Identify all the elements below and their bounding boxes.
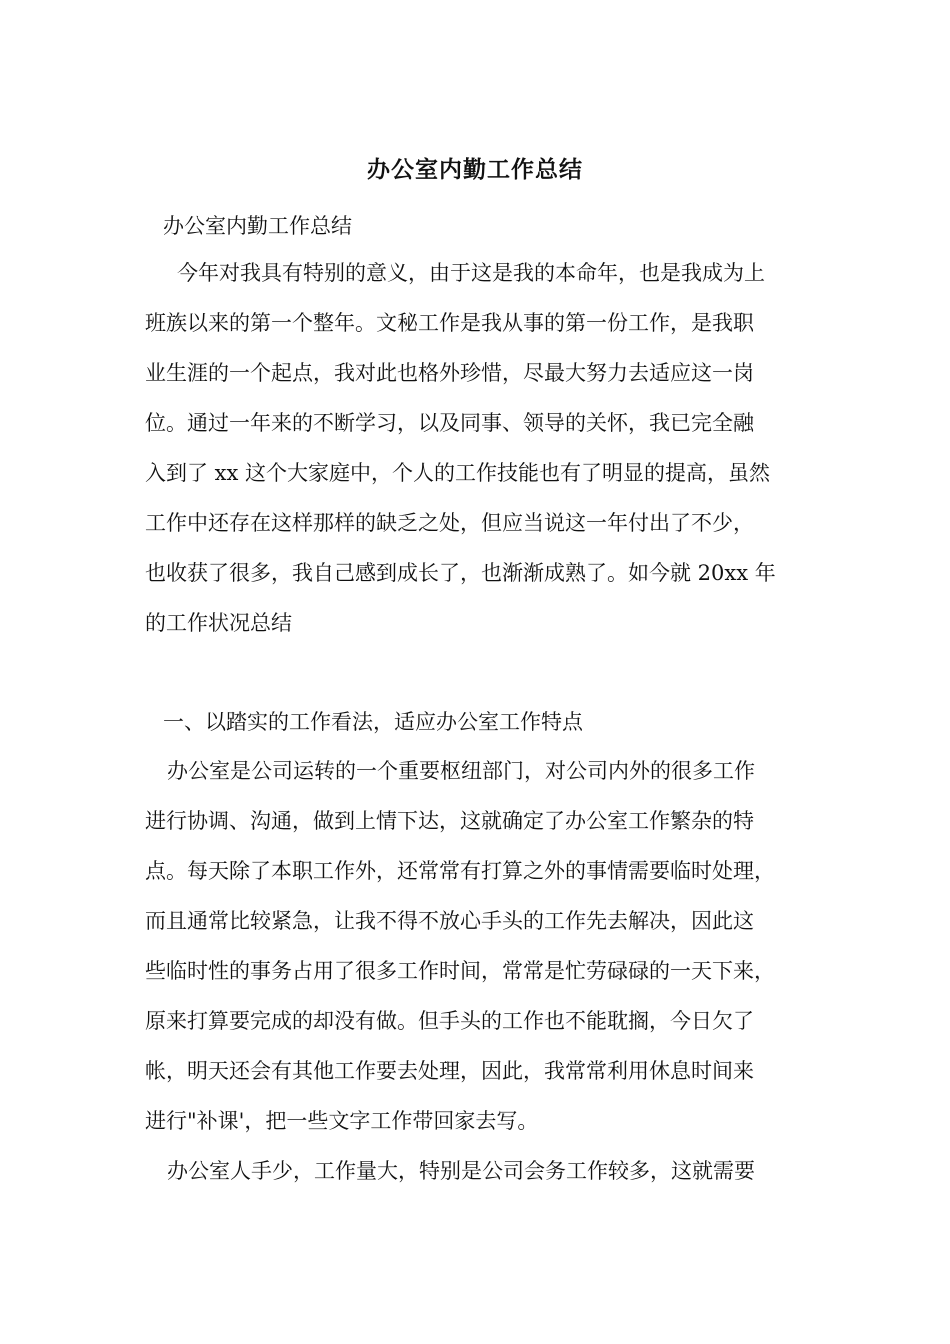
- section-heading: 一、以踏实的工作看法，适应办公室工作特点: [163, 710, 583, 734]
- paragraph-line: 办公室人手少，工作量大，特别是公司会务工作较多，这就需要: [167, 1159, 755, 1183]
- paragraph-line: 也收获了很多，我自己感到成长了，也渐渐成熟了。如今就 20xx 年: [145, 561, 776, 585]
- paragraph-line: 今年对我具有特别的意义，由于这是我的本命年，也是我成为上: [177, 261, 765, 285]
- paragraph-line: 位。通过一年来的不断学习，以及同事、领导的关怀，我已完全融: [145, 411, 754, 435]
- paragraph-line: 办公室是公司运转的一个重要枢纽部门，对公司内外的很多工作: [167, 759, 755, 783]
- document-title: 办公室内勤工作总结: [367, 156, 583, 183]
- paragraph-intro: [145, 248, 817, 648]
- paragraph-line: 入到了 xx 这个大家庭中，个人的工作技能也有了明显的提高，虽然: [145, 461, 771, 485]
- paragraph-line: 而且通常比较紧急，让我不得不放心手头的工作先去解决，因此这: [145, 909, 754, 933]
- paragraph-line: 进行协调、沟通，做到上情下达，这就确定了办公室工作繁杂的特: [145, 809, 754, 833]
- paragraph-line: 帐，明天还会有其他工作要去处理，因此，我常常利用休息时间来: [145, 1059, 754, 1083]
- paragraph-line: 原来打算要完成的却没有做。但手头的工作也不能耽搁，今日欠了: [145, 1009, 754, 1033]
- document-subtitle: 办公室内勤工作总结: [163, 214, 352, 238]
- paragraph-line: 的工作状况总结: [145, 611, 292, 635]
- paragraph-line: 业生涯的一个起点，我对此也格外珍惜，尽最大努力去适应这一岗: [145, 361, 754, 385]
- paragraph-line: 工作中还存在这样那样的缺乏之处，但应当说这一年付出了不少，: [145, 511, 754, 535]
- paragraph-line: 些临时性的事务占用了很多工作时间，常常是忙劳碌碌的一天下来，: [145, 959, 775, 983]
- paragraph-office-role: [145, 746, 817, 1146]
- paragraph-line: 点。每天除了本职工作外，还常常有打算之外的事情需要临时处理，: [145, 859, 775, 883]
- paragraph-staffing: [145, 1146, 817, 1196]
- paragraph-line: 班族以来的第一个整年。文秘工作是我从事的第一份工作，是我职: [145, 311, 754, 335]
- paragraph-line: 进行"补课'，把一些文字工作带回家去写。: [145, 1109, 539, 1133]
